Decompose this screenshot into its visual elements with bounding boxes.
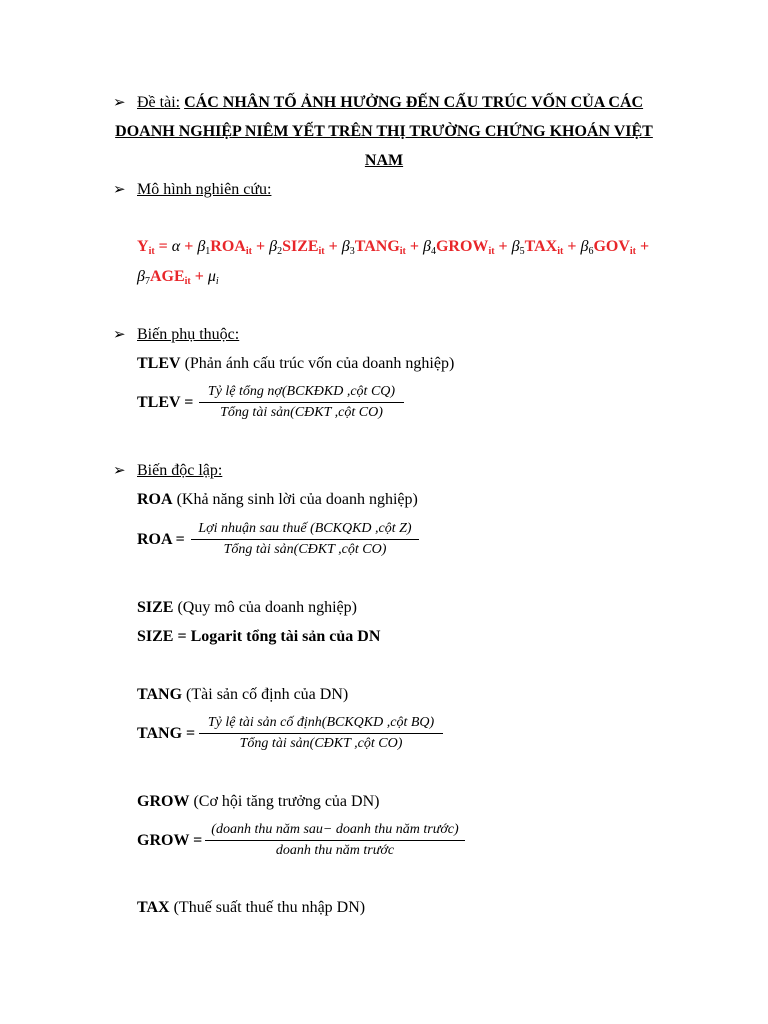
tlev-description: (Phản ánh cấu trúc vốn của doanh nghiệp) <box>180 355 455 372</box>
grow-fraction <box>205 821 465 860</box>
equation-token: β <box>137 268 145 285</box>
tlev-denominator: Tổng tài sản(CĐKT ,cột CO) <box>220 405 383 420</box>
equation-token: β <box>341 238 350 255</box>
equation-token: 5 <box>519 246 525 257</box>
topic-title-1: CÁC NHÂN TỐ ẢNH HƯỞNG ĐẾN CẤU TRÚC VỐN CỦA CÁC <box>184 94 644 111</box>
equation-token: GROW <box>435 238 489 255</box>
equation-token: GOV <box>593 238 630 255</box>
topic-label: Đề tài: <box>137 94 181 111</box>
equation-token: + <box>563 238 581 255</box>
equation-token: + <box>405 238 424 255</box>
equation-token: it <box>245 246 252 257</box>
tlev-lhs: TLEV = <box>137 394 194 411</box>
size-formula: SIZE = Logarit tổng tài sản của DN <box>137 628 381 645</box>
equation-token: 7 <box>144 276 150 287</box>
topic-title-3: NAM <box>364 152 404 169</box>
tang-lhs: TANG = <box>137 725 196 742</box>
equation-token: it <box>148 246 155 257</box>
equation-token: it <box>488 246 495 257</box>
tang-name: TANG <box>137 686 183 703</box>
fraction-bar <box>205 840 465 841</box>
fraction-bar <box>191 539 419 540</box>
equation-token: SIZE <box>282 238 319 255</box>
grow-denominator: doanh thu năm trước <box>275 843 395 858</box>
equation-token: + <box>324 238 342 255</box>
grow-numerator: (doanh thu năm sau− doanh thu năm trước) <box>211 822 459 837</box>
grow-lhs: GROW = <box>137 832 203 849</box>
arrow-bullet-icon: ➢ <box>113 327 126 343</box>
equation-token: + <box>180 238 198 255</box>
equation-token: 1 <box>205 246 211 257</box>
equation-token: TANG <box>354 238 400 255</box>
tang-denominator: Tổng tài sản(CĐKT ,cột CO) <box>239 736 403 751</box>
equation-token: 2 <box>277 246 283 257</box>
tlev-name: TLEV <box>137 355 181 372</box>
model-equation-line-1 <box>137 237 649 257</box>
equation-token: it <box>399 246 406 257</box>
equation-token: = <box>154 238 172 255</box>
equation-token: β <box>197 238 206 255</box>
equation-token: β <box>269 238 278 255</box>
grow-description: (Cơ hội tăng trưởng của DN) <box>189 793 380 810</box>
equation-token: 4 <box>430 246 436 257</box>
roa-description: (Khả năng sinh lời của doanh nghiệp) <box>172 491 418 508</box>
tang-numerator: Tỷ lệ tài sản cố định(BCKQKD ,cột BQ) <box>207 715 435 730</box>
equation-token: + <box>494 238 512 255</box>
equation-token: + <box>636 238 650 255</box>
tax-description: (Thuế suất thuế thu nhập DN) <box>169 899 366 916</box>
equation-token: it <box>184 276 191 287</box>
grow-name: GROW <box>137 793 190 810</box>
tlev-numerator: Tỷ lệ tổng nợ(BCKĐKD ,cột CQ) <box>207 384 396 399</box>
roa-fraction <box>191 520 419 559</box>
equation-token: it <box>557 246 564 257</box>
equation-token: β <box>423 238 431 255</box>
size-definition <box>137 598 357 618</box>
arrow-bullet-icon: ➢ <box>113 95 126 111</box>
equation-token: + <box>190 268 208 285</box>
tang-definition <box>137 685 348 705</box>
equation-token: 6 <box>588 246 594 257</box>
size-description: (Quy mô của doanh nghiệp) <box>173 599 357 616</box>
equation-token: ROA <box>210 238 246 255</box>
independent-heading: Biến độc lập: <box>137 462 223 479</box>
model-heading: Mô hình nghiên cứu: <box>137 181 272 198</box>
equation-token: Y <box>137 238 149 255</box>
equation-token: it <box>318 246 325 257</box>
equation-token: β <box>580 238 589 255</box>
dependent-heading: Biến phụ thuộc: <box>137 326 240 343</box>
equation-token: + <box>251 238 270 255</box>
equation-token: α <box>171 238 181 255</box>
topic-title-2: DOANH NGHIỆP NIÊM YẾT TRÊN THỊ TRƯỜNG CHỨNG KHOÁN VIỆT <box>115 123 653 140</box>
arrow-bullet-icon: ➢ <box>113 463 126 479</box>
tang-fraction <box>199 714 443 753</box>
equation-token: μ <box>207 268 216 285</box>
roa-numerator: Lợi nhuận sau thuế (BCKQKD ,cột Z) <box>198 521 412 536</box>
equation-token: TAX <box>524 238 558 255</box>
model-equation-line-2 <box>137 267 219 287</box>
equation-token: i <box>215 276 219 287</box>
tax-name: TAX <box>137 899 170 916</box>
equation-token: AGE <box>149 268 185 285</box>
roa-denominator: Tổng tài sản(CĐKT ,cột CO) <box>223 542 387 557</box>
topic-line-1 <box>137 93 643 113</box>
roa-lhs: ROA = <box>137 531 185 548</box>
equation-token: β <box>511 238 520 255</box>
tang-description: (Tài sản cố định của DN) <box>182 686 349 703</box>
fraction-bar <box>199 402 404 403</box>
equation-token: it <box>629 246 636 257</box>
tlev-definition <box>137 354 454 374</box>
roa-name: ROA <box>137 491 173 508</box>
equation-token: 3 <box>349 246 355 257</box>
tlev-fraction <box>199 383 404 422</box>
tax-definition <box>137 898 365 918</box>
roa-definition <box>137 490 418 510</box>
arrow-bullet-icon: ➢ <box>113 182 126 198</box>
fraction-bar <box>199 733 443 734</box>
size-name: SIZE <box>137 599 174 616</box>
grow-definition <box>137 792 379 812</box>
